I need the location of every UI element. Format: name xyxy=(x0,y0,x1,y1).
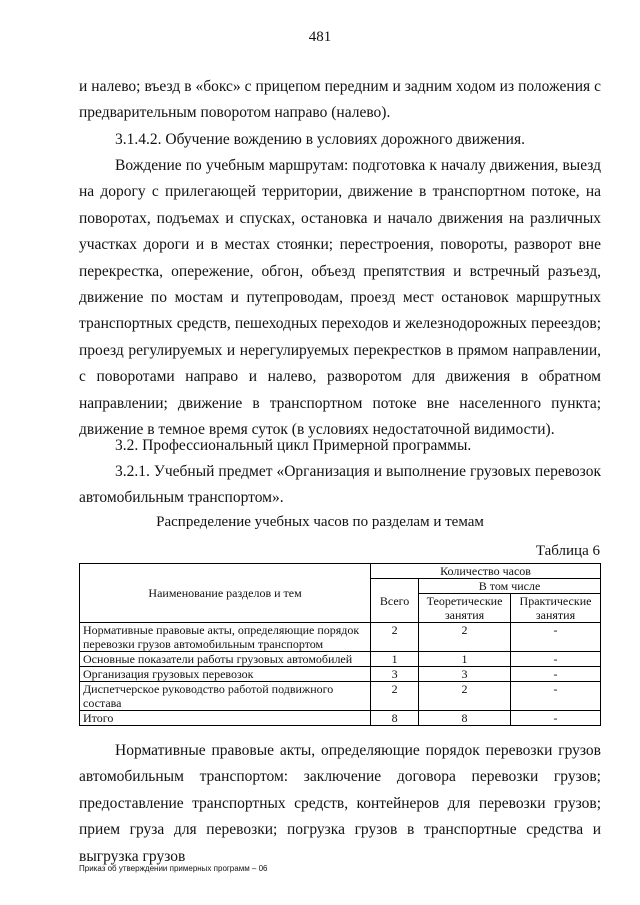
row-practice: - xyxy=(511,711,601,726)
table-row-total xyxy=(80,711,601,726)
row-name: Основные показатели работы грузовых автомобилей xyxy=(80,652,371,667)
header-total: Всего xyxy=(371,579,419,623)
footer-note: Приказ об утверждении примерных программ – 06 xyxy=(79,864,268,873)
row-theory: 3 xyxy=(419,667,511,682)
row-name: Организация грузовых перевозок xyxy=(80,667,371,682)
row-name: Итого xyxy=(80,711,371,726)
header-hours: Количество часов xyxy=(371,564,601,579)
table-label: Таблица 6 xyxy=(535,543,600,559)
table-row xyxy=(80,652,601,667)
paragraph-normative-acts: Нормативные правовые акты, определяющие порядок перевозки грузов автомобильным транспортом: заключение договора перевозки грузов; предоставление транспортных средств, контейнеров для перевозки грузов; прием груза для перевозки; погрузка грузов в транспортные средства и выгрузка грузов xyxy=(79,742,601,865)
row-theory: 8 xyxy=(419,711,511,726)
header-including: В том числе xyxy=(419,579,601,594)
row-theory: 1 xyxy=(419,652,511,667)
row-total: 8 xyxy=(371,711,419,726)
row-total: 3 xyxy=(371,667,419,682)
row-practice: - xyxy=(511,667,601,682)
hours-table xyxy=(79,563,601,726)
row-practice: - xyxy=(511,652,601,667)
paragraph-section-3-1-4-2: 3.1.4.2. Обучение вождению в условиях дорожного движения. xyxy=(115,131,525,148)
row-theory: 2 xyxy=(419,682,511,711)
table-row xyxy=(80,682,601,711)
row-total: 2 xyxy=(371,682,419,711)
table-row xyxy=(80,667,601,682)
row-name: Нормативные правовые акты, определяющие порядок перевозки грузов автомобильным транспортом xyxy=(80,623,371,652)
paragraph-continuation: и налево; въезд в «бокс» с прицепом передним и задним ходом из положения с предварительным поворотом направо (налево). xyxy=(79,78,601,122)
table-row xyxy=(80,623,601,652)
paragraph-section-3-2: 3.2. Профессиональный цикл Примерной программы. xyxy=(115,437,472,454)
header-theory: Теоретические занятия xyxy=(419,594,511,623)
header-practice: Практические занятия xyxy=(511,594,601,623)
row-total: 1 xyxy=(371,652,419,667)
row-name: Диспетчерское руководство работой подвижного состава xyxy=(80,682,371,711)
header-section-name: Наименование разделов и тем xyxy=(80,564,371,623)
table-title: Распределение учебных часов по разделам и темам xyxy=(156,514,484,530)
paragraph-driving-routes: Вождение по учебным маршрутам: подготовка к началу движения, выезд на дорогу с прилегающей территории, движение в транспортном потоке, на поворотах, подъемах и спусках, остановка и начало движения на различных участках дороги и в местах стоянки; перестроения, повороты, разворот вне перекрестка, опережение, обгон, объезд препятствия и встречный разъезд, движение по мостам и путепроводам, проезд мест остановок маршрутных транспортных средств, пешеходных переходов и железнодорожных переездов; проезд регулируемых и нерегулируемых перекрестков в прямом направлении, с поворотами направо и налево, разворотом для движения в обратном направлении; движение в транспортном потоке вне населенного пункта; движение в темное время суток (в условиях недостаточной видимости). xyxy=(79,157,601,439)
paragraph-section-3-2-1: 3.2.1. Учебный предмет «Организация и выполнение грузовых перевозок автомобильным транспортом». xyxy=(79,463,601,507)
row-practice: - xyxy=(511,623,601,652)
row-practice: - xyxy=(511,682,601,711)
row-theory: 2 xyxy=(419,623,511,652)
page-number: 481 xyxy=(308,29,332,45)
row-total: 2 xyxy=(371,623,419,652)
